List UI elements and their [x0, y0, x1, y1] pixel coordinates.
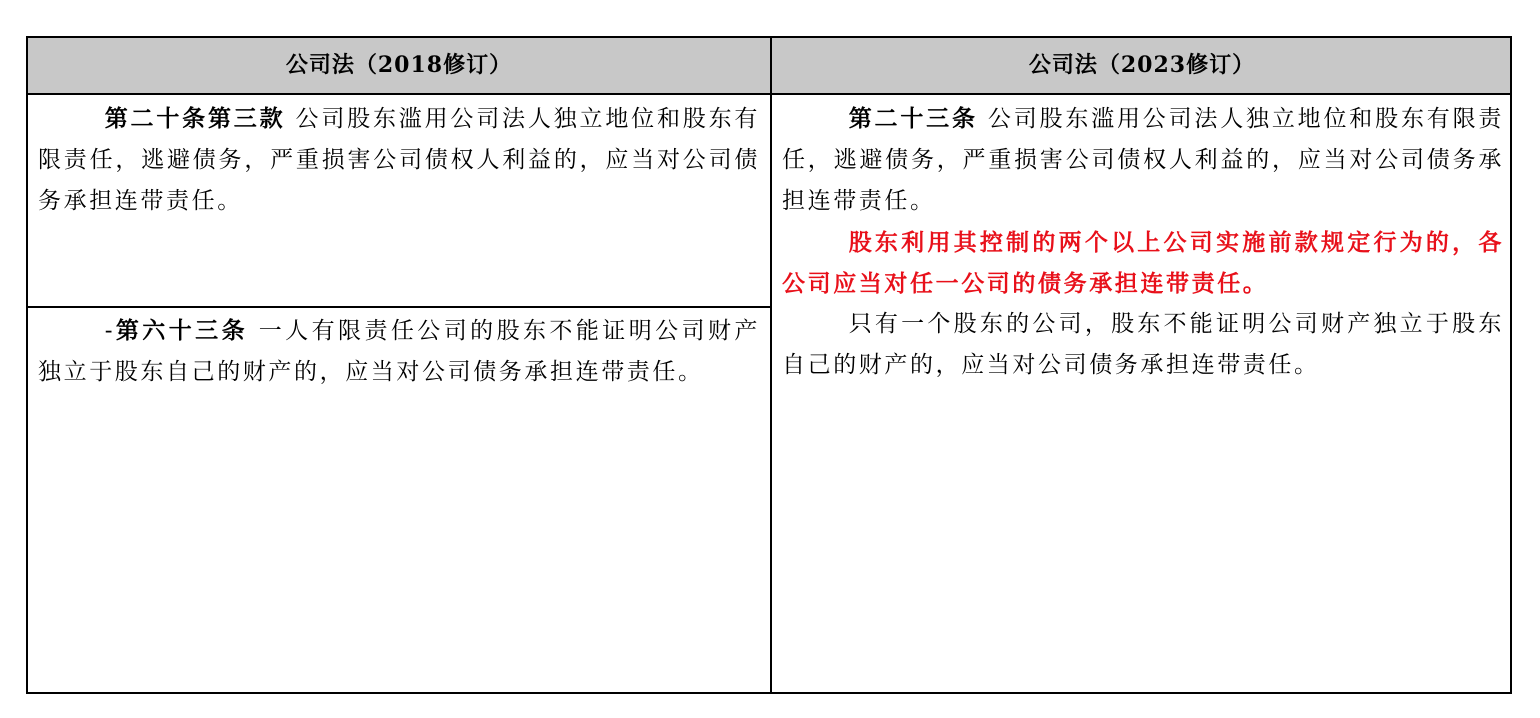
deletion-marker: -	[104, 318, 116, 344]
article-text: 一人有限责任公司的股东不能证明公司财产独立于股东自己的财产的，应当对公司债务承担连带责任。	[38, 318, 761, 385]
header-2018-revision: 公司法（2018修订）	[285, 52, 513, 78]
article-label: 第二十三条	[848, 105, 978, 132]
cell-2018-article-20	[38, 98, 760, 306]
paragraph-2018-article-63	[38, 310, 760, 393]
cell-2023-article-23	[782, 98, 1504, 386]
paragraph-2018-article-20	[38, 98, 760, 222]
column-divider	[770, 38, 772, 692]
comparison-table	[26, 36, 1512, 694]
paragraph-2023-single-shareholder: 只有一个股东的公司，股东不能证明公司财产独立于股东自己的财产的，应当对公司债务承担连带责任。	[782, 311, 1504, 378]
paragraph-2023-new-clause: 股东利用其控制的两个以上公司实施前款规定行为的，各公司应当对任一公司的债务承担连带责任。	[782, 229, 1504, 297]
header-2023-revision: 公司法（2023修订）	[1028, 52, 1256, 78]
row-divider	[28, 306, 770, 308]
cell-2018-article-63	[38, 310, 760, 393]
paragraph-2023-article-23	[782, 98, 1504, 222]
article-label: 第六十三条	[115, 317, 249, 344]
article-text: 公司股东滥用公司法人独立地位和股东有限责任，逃避债务，严重损害公司债权人利益的，应当对公司债务承担连带责任。	[38, 106, 760, 214]
article-text: 公司股东滥用公司法人独立地位和股东有限责任，逃避债务，严重损害公司债权人利益的，应当对公司债务承担连带责任。	[782, 106, 1504, 214]
table-header-row	[28, 38, 1510, 95]
article-label: 第二十条第三款	[104, 105, 286, 132]
